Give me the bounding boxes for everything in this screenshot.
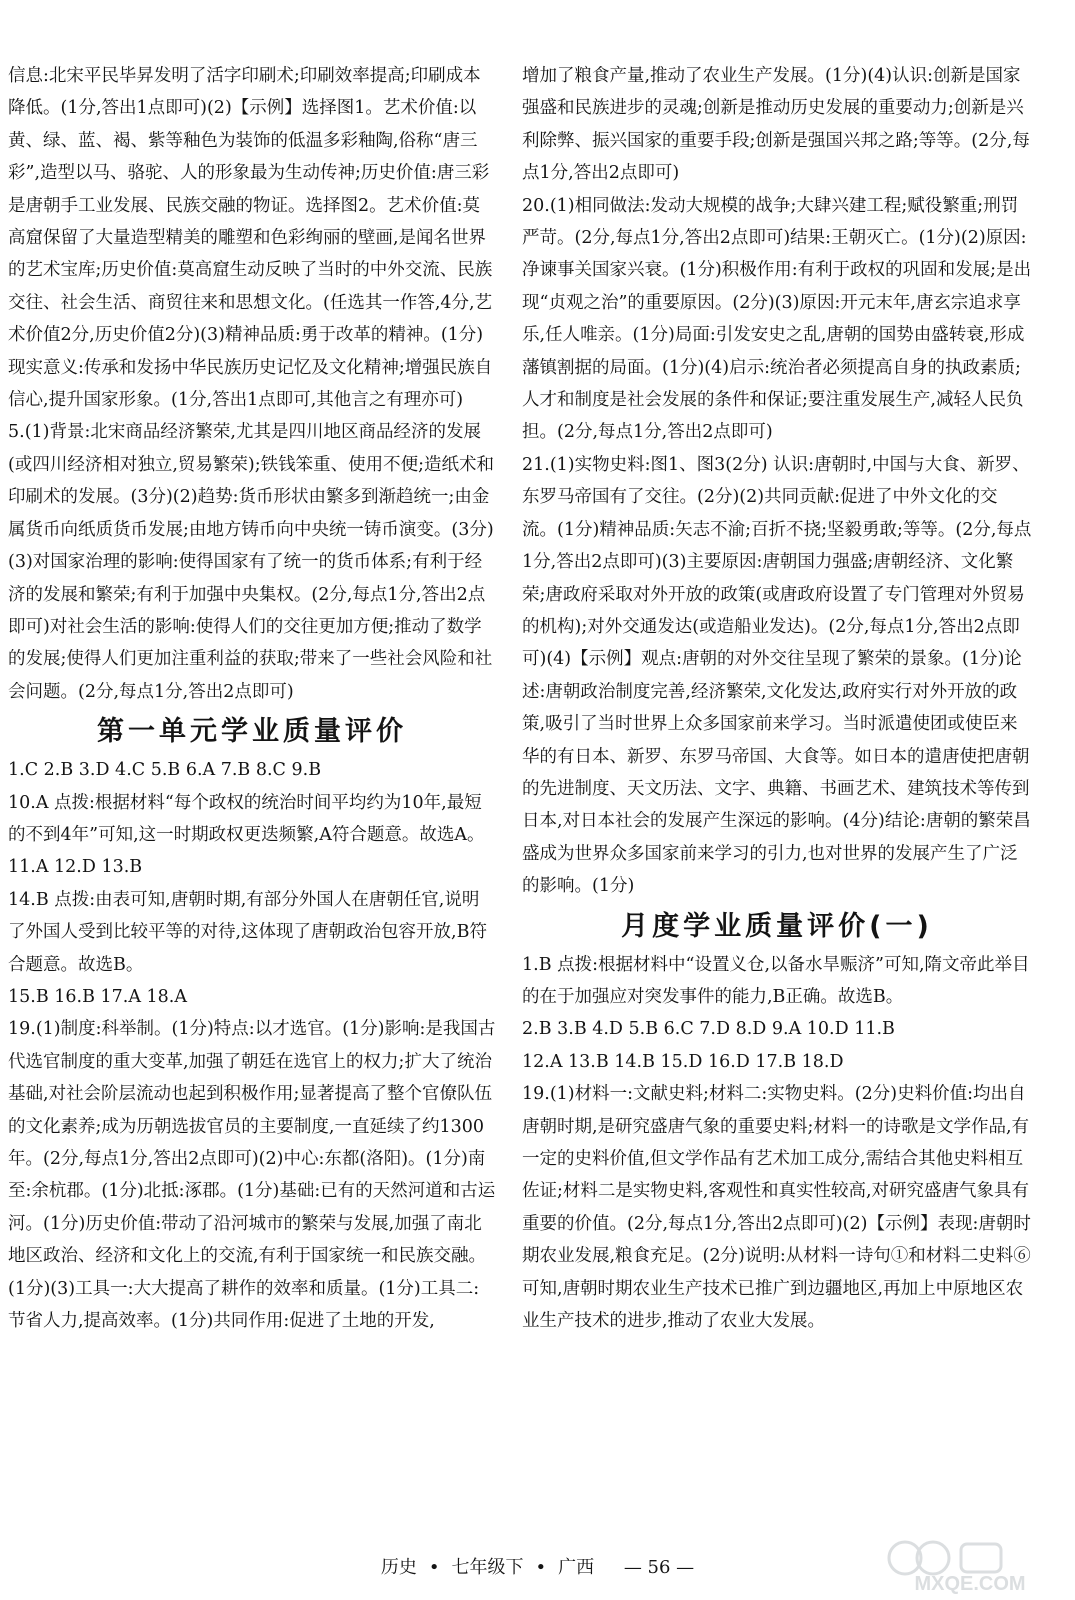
answer-paragraph: 11.A 12.D 13.B [8,857,143,878]
watermark-logo [875,1534,1065,1594]
footer-grade: 七年级下 [451,1557,524,1578]
answer-paragraph: 2.B 3.B 4.D 5.B 6.C 7.D 8.D 9.A 10.D 11.B [522,1019,895,1040]
section-heading: 第一单元学业质量评价 [97,716,407,748]
answer-paragraph: 10.A 点拨:根据材料“每个政权的统治时间平均约为10年,最短的不到4年”可知,这一时期政权更迭频繁,A符合题意。故选A。 [8,792,485,845]
left-column [8,60,496,1530]
footer-region: 广西 [558,1557,595,1578]
answer-paragraph: 14.B 点拨:由表可知,唐朝时期,有部分外国人在唐朝任官,说明了外国人受到比较平等的对待,这体现了唐朝政治包容开放,B符合题意。故选B。 [8,889,487,975]
page-number: — 56 — [623,1557,695,1578]
section-heading: 月度学业质量评价(一) [621,910,933,942]
answer-paragraph: 20.(1)相同做法:发动大规模的战争;大肆兴建工程;赋役繁重;刑罚严苛。(2分,每点1分,答出2点即可)结果:王朝灭亡。(1分)(2)原因:净谏事关国家兴衰。(1分)积极作用:有利于政权的巩固和发展;是出现“贞观之治”的重要原因。(2分)(3)原因:开元末年,唐玄宗追求享乐,任人唯亲。(1分)局面:引发安史之乱,唐朝的国势由盛转衰,形成藩镇割据的局面。(1分)(4)启示:统治者必须提高自身的执政素质;人才和制度是社会发展的条件和保证;要注重发展生产,减轻人民负担。(2分,每点1分,答出2点即可) [522,195,1032,443]
answer-paragraph: 1.B 点拨:根据材料中“设置义仓,以备水旱赈济”可知,隋文帝此举目的在于加强应对突发事件的能力,B正确。故选B。 [522,954,1030,1007]
answer-paragraph: 12.A 13.B 14.B 15.D 16.D 17.B 18.D [522,1051,844,1072]
footer-subject: 历史 [380,1557,417,1578]
answer-paragraph: 21.(1)实物史料:图1、图3(2分) 认识:唐朝时,中国与大食、新罗、东罗马帝国有了交往。(2分)(2)共同贡献:促进了中外文化的交流。(1分)精神品质:矢志不渝;百折不挠;坚毅勇敢;等等。(2分,每点1分,答出2点即可)(3)主要原因:唐朝国力强盛;唐朝经济、文化繁荣;唐政府采取对外开放的政策(或唐政府设置了专门管理对外贸易的机构);对外交通发达(或造船业发达)。(2分,每点1分,答出2点即可)(4)【示例】观点:唐朝的对外交往呈现了繁荣的景象。(1分)论述:唐朝政治制度完善,经济繁荣,文化发达,政府实行对外开放的政策,吸引了当时世界上众多国家前来学习。当时派遣使团或使臣来华的有日本、新罗、东罗马帝国、大食等。如日本的遣唐使把唐朝的先进制度、天文历法、文字、典籍、书画艺术、建筑技术等传到日本,对日本社会的发展产生深远的影响。(4分)结论:唐朝的繁荣昌盛成为世界众多国家前来学习的引力,也对世界的发展产生了广泛的影响。(1分) [522,454,1032,897]
watermark-text: MXQE.COM [914,1573,1026,1594]
answer-paragraph: 信息:北宋平民毕昇发明了活字印刷术;印刷效率提高;印刷成本降低。(1分,答出1点即可)(2)【示例】选择图1。艺术价值:以黄、绿、蓝、褐、紫等釉色为装饰的低温多彩釉陶,俗称“唐三彩”,造型以马、骆驼、人的形象最为生动传神;历史价值:唐三彩是唐朝手工业发展、民族交融的物证。选择图2。艺术价值:莫高窟保留了大量造型精美的雕塑和色彩绚丽的壁画,是闻名世界的艺术宝库;历史价值:莫高窟生动反映了当时的中外交流、民族交往、社会生活、商贸往来和思想文化。(任选其一作答,4分,艺术价值2分,历史价值2分)(3)精神品质:勇于改革的精神。(1分)现实意义:传承和发扬中华民族历史记忆及文化精神;增强民族自信心,提升国家形象。(1分,答出1点即可,其他言之有理亦可) [8,66,493,411]
answer-paragraph: 1.C 2.B 3.D 4.C 5.B 6.A 7.B 8.C 9.B [8,760,322,781]
right-column [522,60,1032,1530]
answer-paragraph: 19.(1)制度:科举制。(1分)特点:以才选官。(1分)影响:是我国古代选官制度的重大变革,加强了朝廷在选官上的权力;扩大了统治基础,对社会阶层流动也起到积极作用;显著提高了整个官僚队伍的文化素养;成为历朝选拔官员的主要制度,一直延续了约1300年。(2分,每点1分,答出2点即可)(2)中心:东都(洛阳)。(1分)南至:余杭郡。(1分)北抵:涿郡。(1分)基础:已有的天然河道和古运河。(1分)历史价值:带动了沿河城市的繁荣与发展,加强了南北地区政治、经济和文化上的交流,有利于国家统一和民族交融。(1分)(3)工具一:大大提高了耕作的效率和质量。(1分)工具二:节省人力,提高效率。(1分)共同作用:促进了土地的开发, [8,1019,496,1332]
footer-separator: • [428,1557,440,1578]
answer-paragraph: 15.B 16.B 17.A 18.A [8,986,188,1007]
footer-separator: • [535,1557,547,1578]
answer-paragraph: 19.(1)材料一:文献史料;材料二:实物史料。(2分)史料价值:均出自唐朝时期,是研究盛唐气象的重要史料;材料一的诗歌是文学作品,有一定的史料价值,但文学作品有艺术加工成分,需结合其他史料相互佐证;材料二是实物史料,客观性和真实性较高,对研究盛唐气象具有重要的价值。(2分,每点1分,答出2点即可)(2)【示例】表现:唐朝时期农业发展,粮食充足。(2分)说明:从材料一诗句①和材料二史料⑥可知,唐朝时期农业生产技术已推广到边疆地区,再加上中原地区农业生产技术的进步,推动了农业大发展。 [522,1084,1031,1332]
answer-paragraph: 5.(1)背景:北宋商品经济繁荣,尤其是四川地区商品经济的发展(或四川经济相对独立,贸易繁荣);铁钱笨重、使用不便;造纸术和印刷术的发展。(3分)(2)趋势:货币形状由繁多到渐趋统一;由金属货币向纸质货币发展;由地方铸币向中央统一铸币演变。(3分)(3)对国家治理的影响:使得国家有了统一的货币体系;有利于经济的发展和繁荣;有利于加强中央集权。(2分,每点1分,答出2点即可)对社会生活的影响:使得人们的交往更加方便;推动了数学的发展;使得人们更加注重利益的获取;带来了一些社会风险和社会问题。(2分,每点1分,答出2点即可) [8,422,495,702]
answer-paragraph: 增加了粮食产量,推动了农业生产发展。(1分)(4)认识:创新是国家强盛和民族进步的灵魂;创新是推动历史发展的重要动力;创新是兴利除弊、振兴国家的重要手段;创新是强国兴邦之路;等等。(2分,每点1分,答出2点即可) [522,66,1030,184]
